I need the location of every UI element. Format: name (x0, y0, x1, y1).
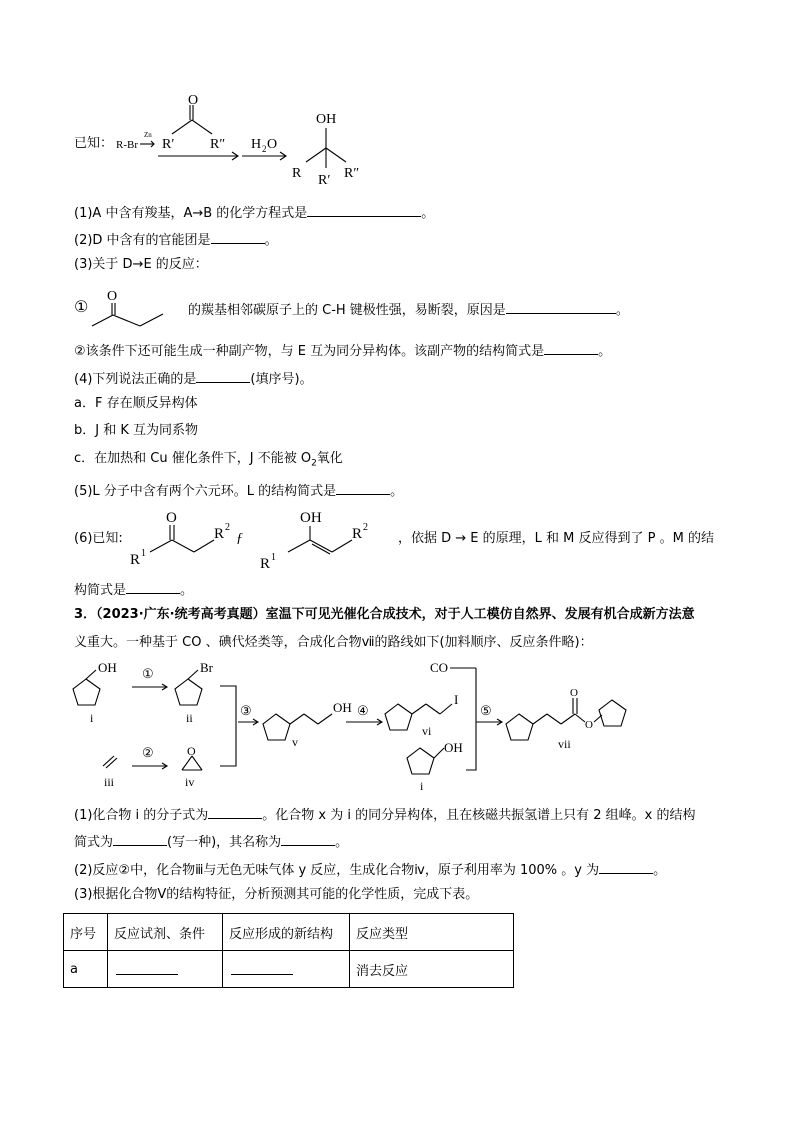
table-cell-type: 消去反应 (350, 951, 514, 988)
question-3-1-num: ① (74, 297, 89, 316)
question-6-text2: 构简式是 (74, 583, 127, 598)
label-vi: vi (422, 724, 432, 738)
q6-r1-left-sup: 1 (141, 548, 146, 559)
question-5 (74, 480, 403, 501)
q6-r2-left-sup: 2 (225, 522, 230, 533)
option-c-text2: 氧化 (316, 451, 343, 466)
question-3-1 (188, 299, 629, 320)
question-2 (74, 229, 278, 250)
q6-r1-right: R (260, 556, 271, 572)
table-header-cell: 反应试剂、条件 (108, 914, 223, 951)
known-prefix: 已知： (74, 136, 114, 151)
p3-q1-a: (1)化合物 i 的分子式为 (74, 808, 209, 823)
step-4: ④ (357, 703, 369, 718)
answer-blank-table-structure[interactable] (231, 960, 293, 975)
iv-o: O (187, 744, 196, 758)
answer-blank-p3-1c[interactable] (281, 831, 335, 846)
answer-blank-2[interactable] (211, 229, 265, 244)
ketone-oxygen: O (188, 93, 199, 108)
butanone-structure (90, 286, 170, 326)
step-5: ⑤ (480, 703, 492, 718)
equilibrium-sign: ƒ (236, 531, 243, 546)
answer-blank-6[interactable] (126, 579, 180, 594)
question-4 (74, 368, 313, 389)
table-cell-structure[interactable] (223, 951, 350, 988)
table-header-cell: 反应形成的新结构 (223, 914, 350, 951)
alcohol-r-prime: R′ (318, 173, 331, 188)
question-2-text: (2)D 中含有的官能团是 (74, 233, 211, 248)
question-1-text: (1)A 中含有羧基，A→B 的化学方程式是 (74, 206, 308, 221)
p3-q1-c: 简式为 (74, 835, 114, 850)
p3-q1-e: 。 (335, 835, 349, 850)
question-3-1-text: 的羰基相邻碳原子上的 C-H 键极性强，易断裂，原因是 (188, 303, 506, 318)
table-header-cell: 序号 (64, 914, 108, 951)
water-sub: 2 (262, 144, 267, 154)
table-header-cell: 反应类型 (350, 914, 514, 951)
p3-q2-a: (2)反应②中，化合物ⅲ与无色无味气体 y 反应，生成化合物ⅳ，原子利用率为 100% 。y 为 (74, 863, 600, 878)
answer-blank-1[interactable] (307, 202, 421, 217)
water-h: H (251, 137, 262, 152)
ii-br: Br (200, 660, 213, 675)
i2-oh: OH (444, 740, 463, 755)
zn-label: Zn (144, 131, 152, 139)
v-oh: OH (333, 700, 352, 715)
question-3-2 (74, 340, 611, 361)
question-1 (74, 202, 434, 223)
table-cell-index: a (64, 951, 108, 988)
q6-enol-oh: OH (300, 510, 322, 526)
p3-q2-b: 。 (653, 863, 667, 878)
question-6-end: 。 (180, 583, 194, 598)
q6-r2-right-sup: 2 (363, 522, 368, 533)
property-table (63, 913, 514, 988)
question-3: (3)关于 D→E 的反应： (74, 257, 208, 272)
question-6-line2 (74, 579, 193, 600)
step-3: ③ (240, 703, 252, 718)
p3-question-2 (74, 859, 666, 880)
question-5-text: (5)L 分子中含有两个六元环。L 的结构简式是 (74, 484, 337, 499)
answer-blank-3-1[interactable] (506, 299, 616, 314)
problem-3-line1: 3．（2023·广东·统考高考真题）室温下可见光催化合成技术，对于人工模仿自然界、发展有机合成新方法意 (74, 607, 695, 622)
vii-ester-o: O (585, 719, 593, 731)
question-3-1-end: 。 (615, 303, 629, 318)
q6-r1-right-sup: 1 (271, 552, 276, 563)
i-oh: OH (98, 660, 117, 675)
question-2-end: 。 (264, 233, 278, 248)
question-4-text: (4)下列说法正确的是 (74, 372, 197, 387)
butanone-oxygen: O (107, 289, 118, 304)
reagent-label: R-Br (116, 139, 138, 151)
question-6-text: ，依据 D → E 的原理，L 和 M 反应得到了 P 。M 的结 (398, 531, 714, 546)
answer-blank-p3-1b[interactable] (113, 831, 167, 846)
answer-blank-p3-1a[interactable] (208, 804, 262, 819)
question-4-end: (填序号)。 (250, 372, 313, 387)
p3-q1-d: (写一种)，其名称为 (167, 835, 282, 850)
option-b: b．J 和 K 互为同系物 (74, 423, 199, 438)
q6-r2-left: R (214, 526, 225, 542)
q6-ketone-oxygen: O (166, 510, 177, 526)
question-3-2-text: ②该条件下还可能生成一种副产物，与 E 互为同分异构体。该副产物的结构简式是 (74, 344, 545, 359)
label-i2: i (420, 779, 424, 793)
question-3-2-end: 。 (598, 344, 612, 359)
step-1: ① (142, 666, 154, 681)
problem-3-line2: 义重大。一种基于 CO 、碘代烃类等，合成化合物ⅶ的路线如下(加料顺序、反应条件略)： (74, 635, 593, 650)
r-prime-label: R′ (162, 137, 175, 152)
vii-carbonyl-o: O (570, 687, 578, 699)
option-c-text: c．在加热和 Cu 催化条件下，J 不能被 O (74, 451, 312, 466)
step-2: ② (142, 745, 154, 760)
label-iii: iii (104, 775, 115, 789)
answer-blank-3-2[interactable] (544, 340, 598, 355)
q6-r2-right: R (352, 526, 363, 542)
table-row (64, 951, 514, 988)
p3-question-3: (3)根据化合物Ⅴ的结构特征，分析预测其可能的化学性质，完成下表。 (74, 887, 479, 902)
p3-question-1-line1 (74, 804, 696, 825)
table-header-row (64, 914, 514, 951)
label-vii: vii (558, 737, 571, 751)
water-o: O (267, 137, 278, 152)
question-5-end: 。 (390, 484, 404, 499)
question-6-prefix: (6)已知: (74, 531, 123, 546)
label-v: v (292, 735, 298, 749)
option-c (74, 450, 343, 473)
option-a: a．F 存在顺反异构体 (74, 396, 198, 411)
vi-iodine: I (454, 692, 459, 707)
table-cell-reagent[interactable] (108, 951, 223, 988)
label-i: i (90, 711, 94, 725)
p3-question-1-line2 (74, 831, 348, 852)
tautomer-scheme (126, 506, 406, 576)
synthesis-route-diagram (70, 660, 670, 795)
r-double-prime-label: R″ (210, 137, 226, 152)
alcohol-oh: OH (316, 112, 337, 127)
label-ii: ii (186, 711, 193, 725)
label-iv: iv (185, 775, 195, 789)
alcohol-r: R (292, 166, 302, 181)
answer-blank-table-reagent[interactable] (116, 960, 178, 975)
q6-r1-left: R (130, 552, 141, 568)
alcohol-r-double-prime: R″ (344, 166, 360, 181)
answer-blank-p3-2[interactable] (599, 859, 653, 874)
option-c-sub: 2 (311, 458, 317, 469)
co-label: CO (430, 660, 449, 675)
answer-blank-5[interactable] (336, 480, 390, 495)
p3-q1-b: 。化合物 x 为 i 的同分异构体，且在核磁共振氢谱上只有 2 组峰。x 的结构 (262, 808, 696, 823)
answer-blank-4[interactable] (196, 368, 250, 383)
known-reaction-scheme (110, 92, 510, 202)
question-1-end: 。 (421, 206, 435, 221)
